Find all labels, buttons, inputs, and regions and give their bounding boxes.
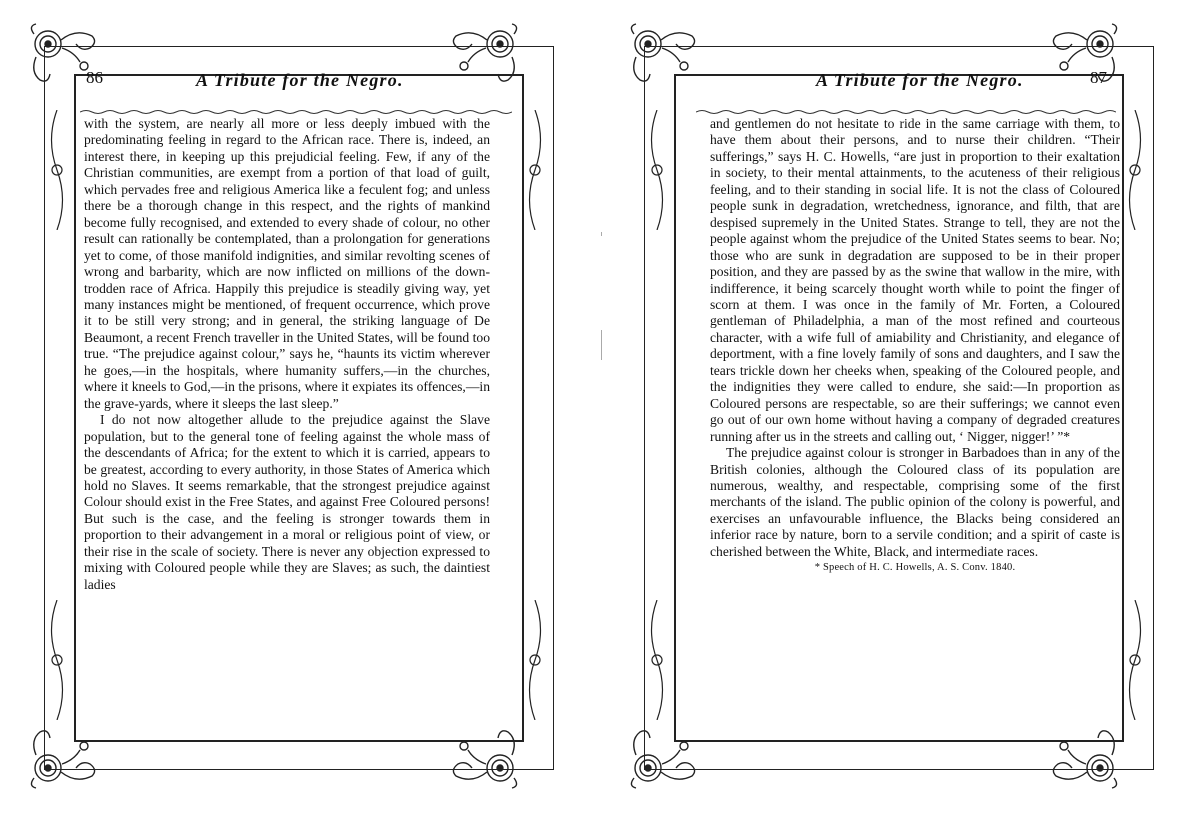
corner-ornament-bottom-left	[26, 728, 102, 790]
corner-ornament-bottom-right	[1046, 728, 1122, 790]
side-ornament-left-upper	[44, 110, 70, 230]
corner-ornament-bottom-right	[446, 728, 522, 790]
right-page	[600, 0, 1200, 816]
page-number: 86	[86, 68, 103, 87]
side-ornament-right-lower	[1122, 600, 1148, 720]
page-header	[696, 68, 1116, 96]
footnote: * Speech of H. C. Howells, A. S. Conv. 1840.	[814, 562, 1016, 574]
corner-ornament-top-left	[626, 22, 702, 84]
header-rule	[80, 100, 512, 106]
side-ornament-left-upper	[644, 110, 670, 230]
corner-ornament-bottom-left	[626, 728, 702, 790]
header-rule	[696, 100, 1116, 106]
side-ornament-left-lower	[44, 600, 70, 720]
running-head: A Tribute for the Negro.	[816, 70, 1024, 90]
side-ornament-right-lower	[522, 600, 548, 720]
paragraph: and gentlemen do not hesitate to ride in the same carriage with them, to have them about their persons, and to nurse their children. “Their sufferings,” says H. C. Howells, “are just in proportion to their exaltation in society, to their mental attainments, to the acuteness of their religious feeling, and to their standing in social life. It is not the class of Coloured people sunk in degradation, wretchedness, ignorance, and filth, that are despised supremely in the United States. Strange to tell, they are not the people against whom the prejudice of the United States seems to bear. No; those who are sunk in degradation are supposed to be in their proper position, and they are passed by as the swine that wallow in the mire, with indifference, it being scarcely thought worth while to point the finger of scorn at them. I was once in the family of Mr. Forten, a Coloured gentleman of Philadelphia, a man of the most refined and courteous character, with a wife full of amiability and Christianity, and elegance of deportment, with a fine lovely family of sons and daughters, and I saw the tears trickle down her cheeks when, speaking of the Coloured people, and the indignities they were called to endure, she said:—In proportion as Coloured persons are respectable, so are their sufferings; we cannot even go out of our own home without having a company of degraded creatures running after us in the streets and calling out, ‘ Nigger, nigger!’ ”*	[710, 116, 1120, 444]
page-number: 87	[1090, 68, 1107, 87]
page-header	[80, 68, 510, 96]
side-ornament-right-upper	[522, 110, 548, 230]
paragraph: I do not now altogether allude to the prejudice against the Slave population, but to the general tone of feeling against the whole mass of the descendants of Africa; for the extent to which it is carried, appears to be greatest, according to every authority, in those States of America which hold no Slaves. It seems remarkable, that the strongest prejudice against Colour should exist in the Free States, and against Free Coloured persons! But such is the case, and the feeling is stronger towards them in proportion to their advangement in a moral or religious point of view, or their rise in the scale of society. There is never any objection expressed to mixing with Coloured people while they are Slaves; as such, the daintiest ladies	[84, 412, 490, 592]
side-ornament-left-lower	[644, 600, 670, 720]
side-ornament-right-upper	[1122, 110, 1148, 230]
body-text	[84, 116, 490, 593]
body-text	[710, 116, 1120, 577]
running-head: A Tribute for the Negro.	[196, 70, 404, 90]
paragraph: with the system, are nearly all more or less deeply imbued with the predominating feeling in regard to the African race. There is, indeed, an interest there, in keeping up this prejudicial feeling. Few, if any of the Christian communities, are exempt from a portion of that load of guilt, which pervades free and religious America like a feculent fog; and unless there be a thorough change in this respect, and the rights of mankind become fully recognised, and extended to every shade of colour, no other result can rationally be contemplated, than a prolongation for generations yet to come, of those manifold indignities, and similar revolting scenes of wrong and barbarity, which are now inflicted on millions of the down-trodden race of Africa. Happily this prejudice is steadily giving way, yet many instances might be mentioned, of frequent occurrence, which prove it to be still very strong; and in general, the striking language of De Beaumont, a recent French traveller in the United States, will be found too true. “The prejudice against colour,” says he, “haunts its victim wherever he goes,—in the hospitals, where humanity suffers,—in the churches, where it kneels to God,—in the prisons, where it expiates its offences,—in the grave-yards, where it sleeps the last sleep.”	[84, 116, 490, 411]
paragraph: The prejudice against colour is stronger in Barbadoes than in any of the British colonies, although the Coloured class of its population are numerous, wealthy, and respectable, comprising some of the first merchants of the island. The public opinion of the colony is powerful, and exercises an unfavourable influence, the Blacks being considered an inferior race by nature, born to a servile condition; and a spirit of caste is cherished between the White, Black, and intermediate races.	[710, 445, 1120, 559]
